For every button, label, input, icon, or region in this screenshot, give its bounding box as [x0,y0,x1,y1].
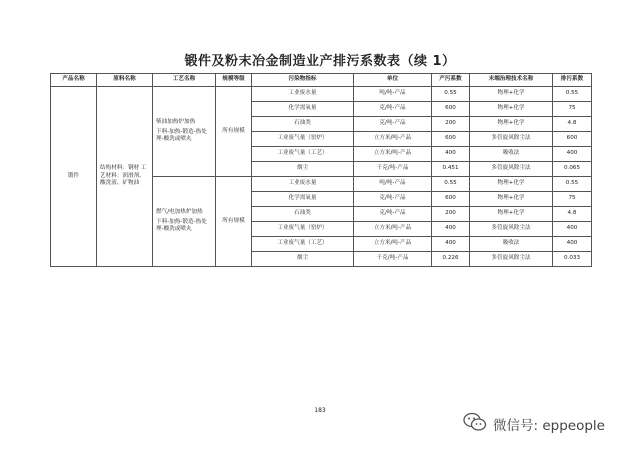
discharge-coef-cell: 400 [553,222,592,237]
process-steps: 下料-加热-锻造-热处理-酸洗或喷丸 [156,218,207,233]
header-scale: 规模等级 [216,74,252,87]
unit-cell: 立方米/吨-产品 [354,147,432,162]
treatment-tech-cell: 多管旋风除尘法 [470,252,553,267]
header-treatment-tech: 末端治理技术名称 [470,74,553,87]
unit-cell: 立方米/吨-产品 [354,237,432,252]
discharge-coef-cell: 75 [553,102,592,117]
pollutant-cell: 工业废水量 [252,177,354,192]
header-material: 原料名称 [97,74,153,87]
unit-cell: 克/吨-产品 [354,102,432,117]
pollutant-cell: 工业废水量 [252,87,354,102]
generation-coef-cell: 0.451 [432,162,470,177]
treatment-tech-cell: 多管旋风除尘法 [470,162,553,177]
process-heating: 柴油加热炉加热 [156,119,196,126]
treatment-tech-cell: 物理+化学 [470,207,553,222]
generation-coef-cell: 600 [432,102,470,117]
pollutant-cell: 石油类 [252,117,354,132]
process-cell [153,87,216,177]
unit-cell: 立方米/吨-产品 [354,222,432,237]
generation-coef-cell: 0.55 [432,177,470,192]
generation-coef-cell: 200 [432,117,470,132]
discharge-coef-cell: 400 [553,147,592,162]
discharge-coef-cell: 600 [553,132,592,147]
unit-cell: 克/吨-产品 [354,192,432,207]
scale-cell: 所有规模 [216,177,252,267]
discharge-coef-cell: 0.065 [553,162,592,177]
treatment-tech-cell: 物理+化学 [470,177,553,192]
process-cell [153,177,216,267]
pollution-coefficient-table [50,73,592,267]
wechat-icon [463,412,487,432]
header-product: 产品名称 [51,74,97,87]
header-pollutant: 污染物指标 [252,74,354,87]
generation-coef-cell: 400 [432,222,470,237]
scale-cell: 所有规模 [216,87,252,177]
discharge-coef-cell: 4.8 [553,117,592,132]
unit-cell: 千克/吨-产品 [354,162,432,177]
table-row [51,87,592,102]
treatment-tech-cell: 物理+化学 [470,117,553,132]
unit-cell: 千克/吨-产品 [354,252,432,267]
generation-coef-cell: 400 [432,237,470,252]
treatment-tech-cell: 吸收法 [470,147,553,162]
pollutant-cell: 工业废气量（窑炉） [252,222,354,237]
header-process: 工艺名称 [153,74,216,87]
discharge-coef-cell: 0.033 [553,252,592,267]
treatment-tech-cell: 吸收法 [470,237,553,252]
page-title: 锻件及粉末冶金制造业产排污系数表（续 1） [184,54,456,69]
unit-cell: 吨/吨-产品 [354,177,432,192]
pollutant-cell: 烟尘 [252,252,354,267]
treatment-tech-cell: 物理+化学 [470,87,553,102]
pollutant-cell: 工业废气量（窑炉） [252,132,354,147]
material-cell: 结构材料：钢材 工艺材料：润滑剂、酸洗液、矿物油 [97,87,153,267]
discharge-coef-cell: 0.55 [553,87,592,102]
generation-coef-cell: 600 [432,132,470,147]
unit-cell: 克/吨-产品 [354,117,432,132]
treatment-tech-cell: 物理+化学 [470,192,553,207]
discharge-coef-cell: 4.8 [553,207,592,222]
pollutant-cell: 烟尘 [252,162,354,177]
generation-coef-cell: 400 [432,147,470,162]
discharge-coef-cell: 400 [553,237,592,252]
generation-coef-cell: 600 [432,192,470,207]
pollutant-cell: 石油类 [252,207,354,222]
unit-cell: 克/吨-产品 [354,207,432,222]
discharge-coef-cell: 0.55 [553,177,592,192]
process-steps: 下料-加热-锻造-热处理-酸洗或喷丸 [156,128,207,143]
treatment-tech-cell: 多管旋风除尘法 [470,222,553,237]
unit-cell: 吨/吨-产品 [354,87,432,102]
generation-coef-cell: 0.226 [432,252,470,267]
generation-coef-cell: 0.55 [432,87,470,102]
discharge-coef-cell: 75 [553,192,592,207]
process-heating: 燃气/电加热炉加热 [156,209,203,216]
wechat-watermark: 微信号: eppeople [493,418,605,434]
header-unit: 单位 [354,74,432,87]
treatment-tech-cell: 多管旋风除尘法 [470,132,553,147]
pollutant-cell: 化学需氧量 [252,102,354,117]
treatment-tech-cell: 物理+化学 [470,102,553,117]
header-generation-coef: 产污系数 [432,74,470,87]
product-name-cell: 锻件 [51,87,97,267]
pollutant-cell: 化学需氧量 [252,192,354,207]
unit-cell: 立方米/吨-产品 [354,132,432,147]
page-number: 183 [314,407,326,414]
pollutant-cell: 工业废气量（工艺） [252,147,354,162]
header-discharge-coef: 排污系数 [553,74,592,87]
header-row [51,74,592,87]
generation-coef-cell: 200 [432,207,470,222]
pollutant-cell: 工业废气量（工艺） [252,237,354,252]
